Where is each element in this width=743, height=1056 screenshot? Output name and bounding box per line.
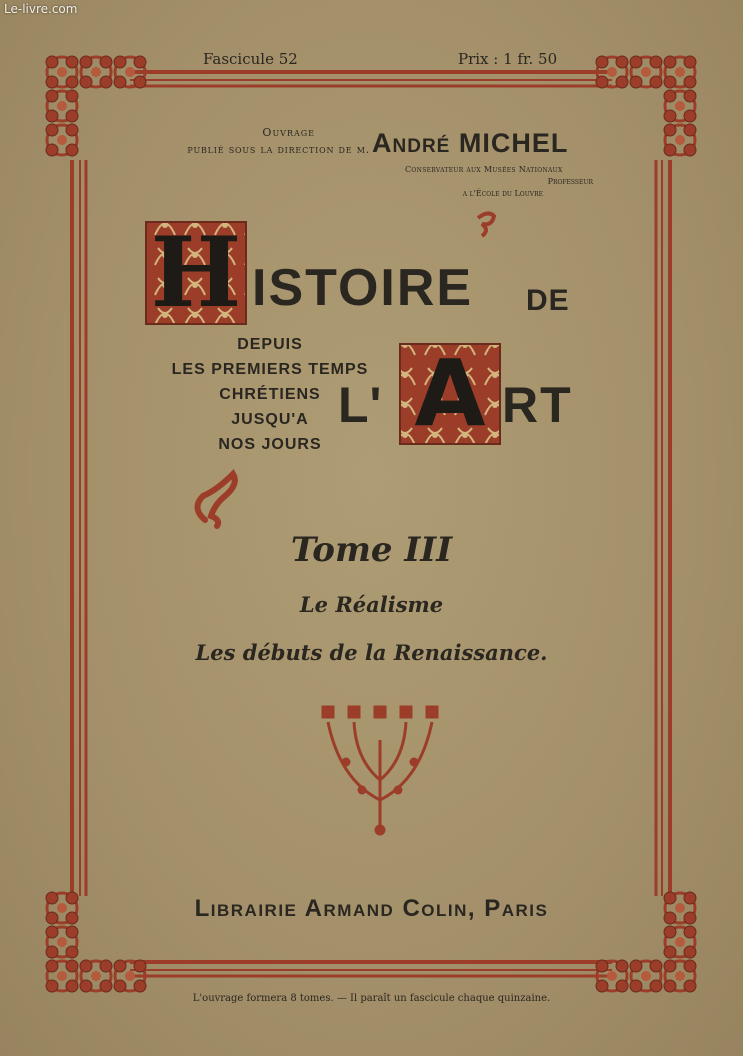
initial-h-letter: H	[150, 216, 242, 329]
fascicule-number: Fascicule 52	[203, 50, 298, 68]
subtitle-line-4: JUSQU'A	[231, 411, 309, 428]
publisher-name: Librairie Armand Colin, Paris	[194, 895, 549, 922]
tree-ornament	[322, 706, 438, 835]
price-label: Prix : 1 fr. 50	[458, 50, 558, 68]
corner-ornament-top-left	[46, 56, 146, 156]
title-word-rt: RT	[502, 377, 573, 433]
corner-ornament-top-right	[596, 56, 696, 156]
credit-line-direction: publié sous la direction de m.	[187, 143, 370, 156]
tome-number: Tome III	[290, 530, 453, 570]
subtitle-line-1: DEPUIS	[237, 336, 303, 353]
flourish-ornament-small	[478, 213, 494, 236]
title-word-de: DE	[526, 284, 570, 317]
author-role-conservateur: Conservateur aux Musées Nationaux	[405, 165, 563, 174]
publication-note: L'ouvrage formera 8 tomes. — Il paraît un fascicule chaque quinzaine.	[192, 993, 551, 1004]
author-role-professeur: Professeur	[547, 177, 593, 186]
initial-a-letter: A	[414, 340, 486, 447]
subtitle-line-5: NOS JOURS	[218, 436, 322, 453]
subtitle-line-3: CHRÉTIENS	[219, 386, 321, 403]
volume-subtitle-1: Le Réalisme	[299, 592, 444, 617]
author-role-ecole: a l'École du Louvre	[462, 189, 543, 198]
subtitle-line-2: LES PREMIERS TEMPS	[171, 361, 369, 378]
flourish-ornament-large	[197, 474, 234, 526]
credit-line-ouvrage: Ouvrage	[262, 126, 315, 139]
title-word-l: L'	[338, 377, 383, 433]
watermark-text: Le-livre.com	[4, 2, 78, 16]
volume-subtitle-2: Les débuts de la Renaissance.	[195, 640, 548, 665]
author-name: André MICHEL	[372, 128, 569, 158]
title-word-histoire: ISTOIRE	[252, 259, 474, 317]
